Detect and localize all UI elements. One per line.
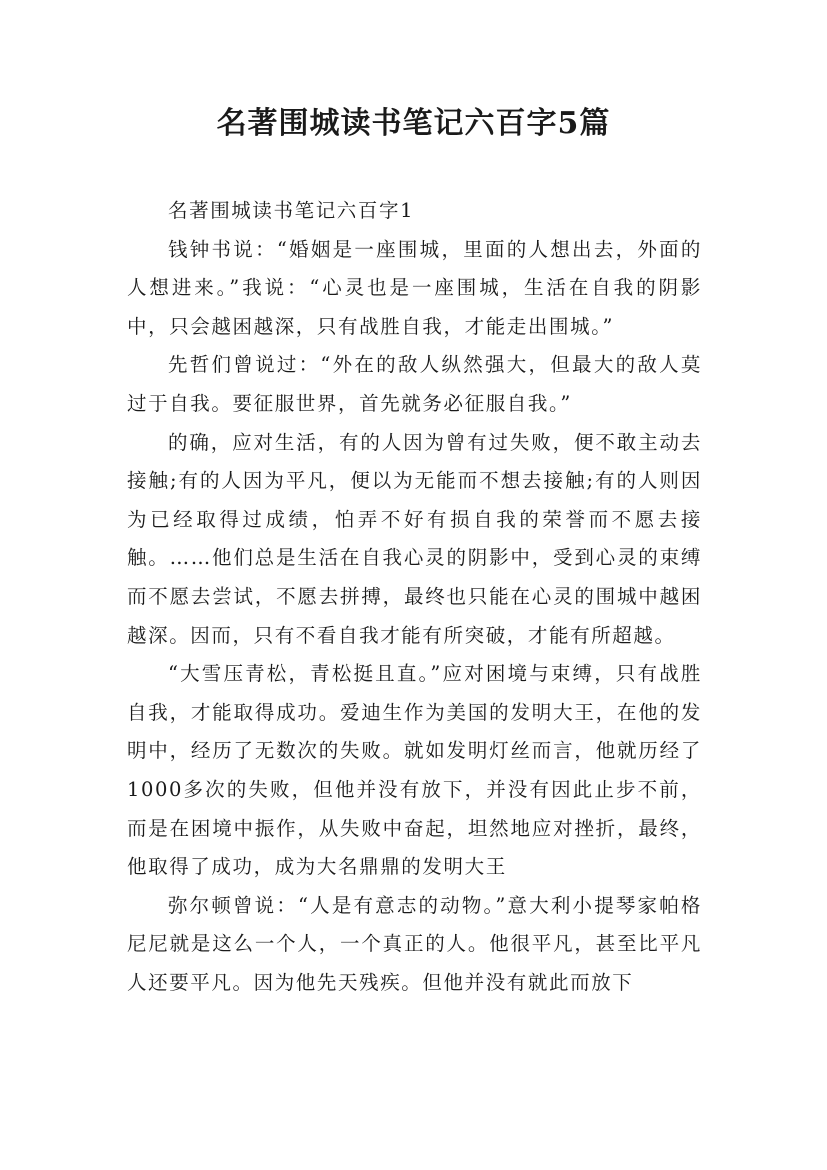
section-heading: 名著围城读书笔记六百字1 <box>168 199 415 222</box>
document-body <box>127 192 702 1002</box>
paragraph: 钱钟书说：“婚姻是一座围城，里面的人想出去，外面的人想进来。”我说：“心灵也是一座围城，生活在自我的阴影中，只会越困越深，只有战胜自我，才能走出围城。” <box>127 237 702 338</box>
paragraph: 先哲们曾说过：“外在的敌人纵然强大，但最大的敌人莫过于自我。要征服世界，首先就务必征服自我。” <box>127 353 702 415</box>
paragraph: “大雪压青松，青松挺且直。”应对困境与束缚，只有战胜自我，才能取得成功。爱迪生作为美国的发明大王，在他的发明中，经历了无数次的失败。就如发明灯丝而言，他就历经了1000多次的失败，但他并没有放下，并没有因此止步不前，而是在困境中振作，从失败中奋起，坦然地应对挫折，最终，他取得了成功，成为大名鼎鼎的发明大王 <box>127 662 702 879</box>
paragraph: 的确，应对生活，有的人因为曾有过失败，便不敢主动去接触;有的人因为平凡，便以为无能而不想去接触;有的人则因为已经取得过成绩，怕弄不好有损自我的荣誉而不愿去接触。……他们总是生活在自我心灵的阴影中，受到心灵的束缚而不愿去尝试，不愿去拼搏，最终也只能在心灵的围城中越困越深。因而，只有不看自我才能有所突破，才能有所超越。 <box>127 430 702 647</box>
paragraph: 弥尔顿曾说：“人是有意志的动物。”意大利小提琴家帕格尼尼就是这么一个人，一个真正的人。他很平凡，甚至比平凡人还要平凡。因为他先天残疾。但他并没有就此而放下 <box>127 893 702 994</box>
document-title: 名著围城读书笔记六百字5篇 <box>216 106 611 141</box>
